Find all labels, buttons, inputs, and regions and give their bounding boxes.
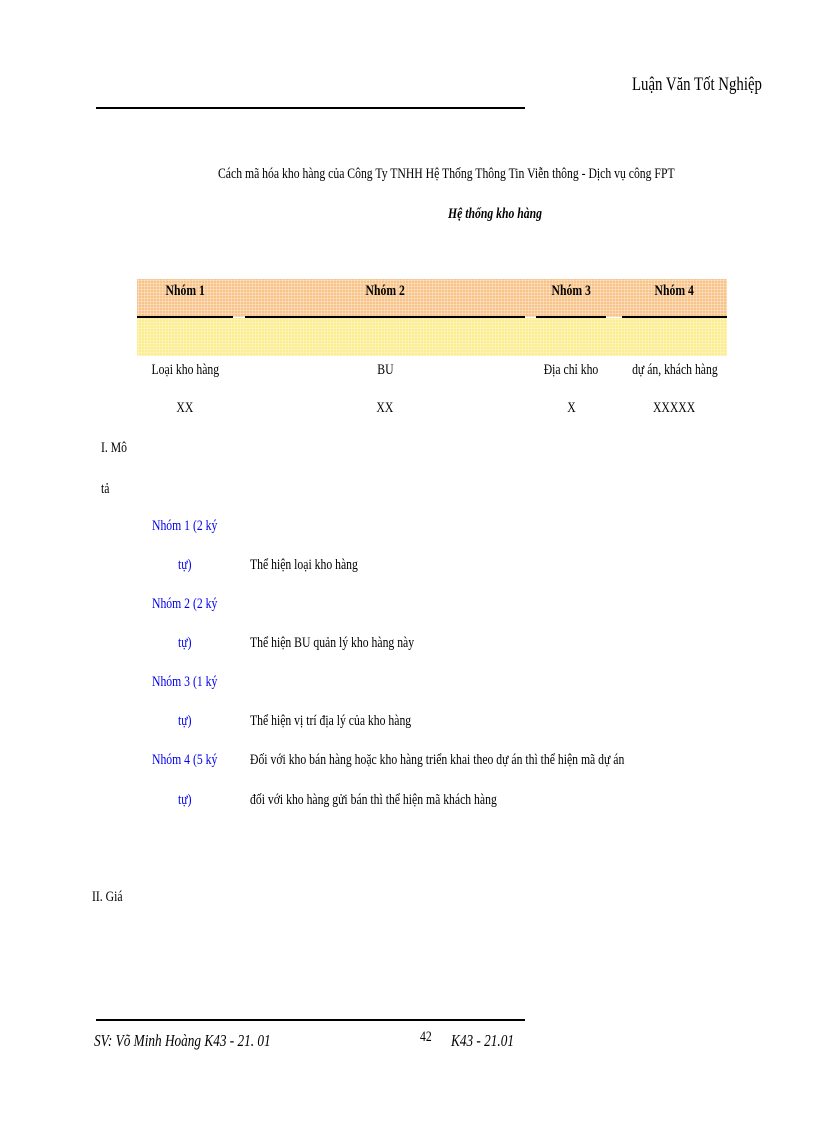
group-2-link-cont[interactable]: tự) xyxy=(178,635,192,651)
footer-author: SV: Võ Minh Hoàng K43 - 21. 01 xyxy=(94,1031,271,1050)
group-3-code: X xyxy=(566,400,576,416)
group-3-link-cont[interactable]: tự) xyxy=(178,713,192,729)
group-4-text: Đối với kho bán hàng hoặc kho hàng triển khai theo dự án thì thể hiện mã dự án xyxy=(250,752,625,768)
group-4-description: dự án, khách hàng xyxy=(631,362,718,378)
header-rule xyxy=(96,107,525,109)
group-1-text: Thể hiện loại kho hàng xyxy=(250,557,358,573)
footer-class: K43 - 21.01 xyxy=(451,1031,514,1050)
header-title: Luận Văn Tốt Nghiệp xyxy=(632,74,762,95)
group-1-link-cont[interactable]: tự) xyxy=(178,557,192,573)
group-4-code: XXXXX xyxy=(653,400,696,416)
group-code-band xyxy=(137,318,727,356)
section-1-heading-cont: tả xyxy=(101,481,110,497)
document-subtitle: Hệ thống kho hàng xyxy=(448,206,542,222)
group-3-header: Nhóm 3 xyxy=(551,283,591,299)
group-3-text: Thể hiện vị trí địa lý của kho hàng xyxy=(250,713,412,729)
group-2-header: Nhóm 2 xyxy=(365,283,405,299)
group-4-link[interactable]: Nhóm 4 (5 ký xyxy=(152,752,218,768)
section-1-heading: I. Mô xyxy=(101,440,128,456)
group-2-text: Thể hiện BU quản lý kho hàng này xyxy=(250,635,415,651)
footer-rule xyxy=(96,1019,525,1021)
group-4-link-cont[interactable]: tự) xyxy=(178,792,192,808)
group-4-underline xyxy=(622,316,727,318)
group-4-header: Nhóm 4 xyxy=(654,283,695,299)
group-1-code: XX xyxy=(176,400,194,416)
group-2-description: BU xyxy=(376,362,394,378)
group-1-underline xyxy=(137,316,233,318)
group-2-link[interactable]: Nhóm 2 (2 ký xyxy=(152,596,218,612)
page-number: 42 xyxy=(420,1029,432,1045)
group-1-description: Loại kho hàng xyxy=(151,362,219,378)
group-3-underline xyxy=(536,316,606,318)
group-3-description: Địa chỉ kho xyxy=(543,362,599,378)
document-title: Cách mã hóa kho hàng của Công Ty TNHH Hệ Thống Thông Tin Viễn thông - Dịch vụ công FPT xyxy=(218,166,675,182)
section-2-heading: II. Giá xyxy=(92,889,123,905)
group-2-underline xyxy=(245,316,525,318)
group-1-link[interactable]: Nhóm 1 (2 ký xyxy=(152,518,218,534)
group-1-header: Nhóm 1 xyxy=(165,283,205,299)
group-3-link[interactable]: Nhóm 3 (1 ký xyxy=(152,674,218,690)
group-4-text-cont: đối với kho hàng gửi bán thì thể hiện mã khách hàng xyxy=(250,792,497,808)
group-2-code: XX xyxy=(376,400,394,416)
